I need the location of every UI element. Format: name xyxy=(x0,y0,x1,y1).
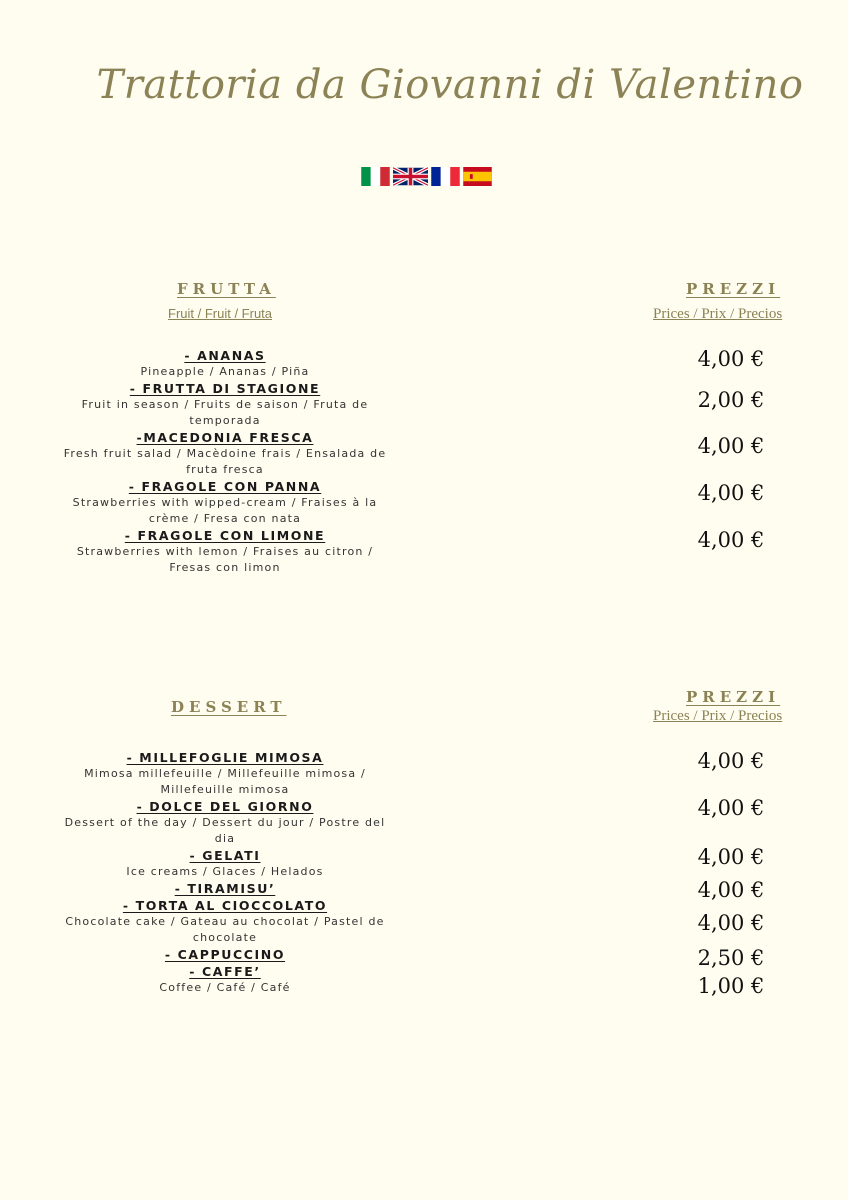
restaurant-title: Trattoria da Giovanni di Valentino xyxy=(96,62,804,108)
item-name: -MACEDONIA FRESCA xyxy=(136,430,314,445)
frutta-price-subheading: Prices / Prix / Precios xyxy=(653,306,783,322)
item-price: 4,00 € xyxy=(697,749,765,773)
uk-flag-icon[interactable] xyxy=(393,167,428,186)
dessert-item-list xyxy=(60,749,390,996)
menu-item xyxy=(60,478,390,527)
item-price: 1,00 € xyxy=(697,974,765,998)
dessert-price-heading: PREZZI xyxy=(686,688,781,706)
item-price: 4,00 € xyxy=(697,481,765,505)
item-name: - FRAGOLE CON LIMONE xyxy=(124,528,326,543)
item-name: - ANANAS xyxy=(184,348,266,363)
item-price: 4,00 € xyxy=(697,911,765,935)
italy-flag-icon[interactable] xyxy=(361,167,390,186)
item-name: - TORTA AL CIOCCOLATO xyxy=(122,898,328,913)
item-price: 2,00 € xyxy=(697,388,765,412)
menu-item xyxy=(60,347,390,380)
menu-item xyxy=(60,946,390,963)
item-description: Strawberries with wipped-cream / Fraises à la crème / Fresa con nata xyxy=(72,496,378,525)
menu-item xyxy=(60,847,390,880)
frutta-heading: FRUTTA xyxy=(177,280,276,298)
item-description: Dessert of the day / Dessert du jour / Postre del dia xyxy=(64,816,386,845)
item-name: - MILLEFOGLIE MIMOSA xyxy=(126,750,324,765)
item-description: Mimosa millefeuille / Millefeuille mimosa / Millefeuille mimosa xyxy=(84,767,366,796)
frutta-subheading: Fruit / Fruit / Fruta xyxy=(168,306,273,321)
frutta-price-heading: PREZZI xyxy=(686,280,781,298)
item-description: Strawberries with lemon / Fraises au citron / Fresas con limon xyxy=(76,545,374,574)
dessert-heading: DESSERT xyxy=(171,698,287,716)
item-price: 4,00 € xyxy=(697,528,765,552)
item-price: 4,00 € xyxy=(697,878,765,902)
menu-item xyxy=(60,880,390,897)
menu-item xyxy=(60,963,390,996)
item-description: Ice creams / Glaces / Helados xyxy=(126,865,324,878)
spain-flag-icon[interactable] xyxy=(463,167,492,186)
france-flag-icon[interactable] xyxy=(431,167,460,186)
item-description: Pineapple / Ananas / Piña xyxy=(140,365,310,378)
dessert-price-subheading: Prices / Prix / Precios xyxy=(653,708,783,724)
menu-item xyxy=(60,527,390,576)
menu-item xyxy=(60,897,390,946)
language-flags xyxy=(361,167,492,186)
item-price: 4,00 € xyxy=(697,796,765,820)
frutta-item-list xyxy=(60,347,390,576)
item-description: Coffee / Café / Café xyxy=(159,981,291,994)
menu-item xyxy=(60,429,390,478)
item-description: Chocolate cake / Gateau au chocolat / Pastel de chocolate xyxy=(65,915,385,944)
menu-item xyxy=(60,380,390,429)
item-price: 2,50 € xyxy=(697,946,765,970)
menu-item xyxy=(60,798,390,847)
item-name: - CAFFE’ xyxy=(189,964,261,979)
item-price: 4,00 € xyxy=(697,434,765,458)
item-description: Fruit in season / Fruits de saison / Fruta de temporada xyxy=(81,398,369,427)
item-name: - TIRAMISU’ xyxy=(174,881,276,896)
item-price: 4,00 € xyxy=(697,845,765,869)
item-name: - CAPPUCCINO xyxy=(164,947,286,962)
item-name: - GELATI xyxy=(189,848,261,863)
menu-item xyxy=(60,749,390,798)
item-price: 4,00 € xyxy=(697,347,765,371)
item-name: - FRAGOLE CON PANNA xyxy=(128,479,322,494)
item-description: Fresh fruit salad / Macèdoine frais / Ensalada de fruta fresca xyxy=(63,447,387,476)
item-name: - FRUTTA DI STAGIONE xyxy=(129,381,321,396)
item-name: - DOLCE DEL GIORNO xyxy=(136,799,314,814)
